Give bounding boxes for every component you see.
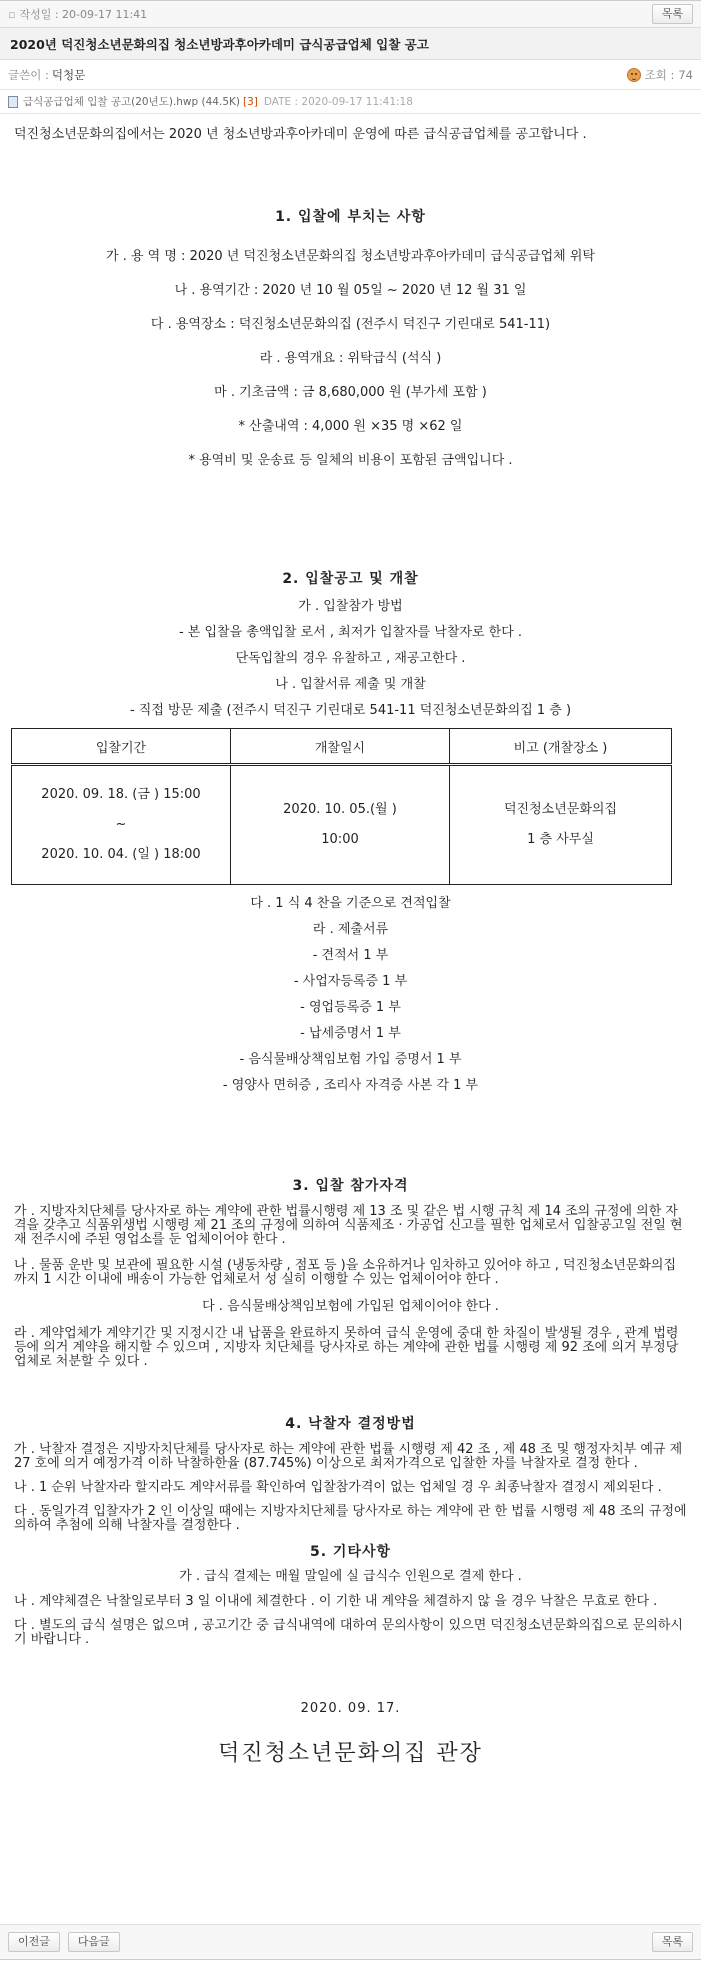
s2-line: - 음식물배상책임보험 가입 증명서 1 부 bbox=[239, 1052, 462, 1067]
signature: 덕진청소년문화의집 관장 bbox=[218, 1741, 483, 1766]
s1-line: 가 . 용 역 명 : 2020 년 덕진청소년문화의집 청소년방과후아카데미 급식공급업체 위탁 bbox=[106, 249, 595, 264]
s5-paragraph: 다 . 별도의 급식 설명은 없으며 , 공고기간 중 급식내역에 대하여 문의사항이 있으면 덕진청소년문화의집으로 문의하시기 바랍니다 . bbox=[14, 1618, 683, 1647]
post-date-text: 작성일 : 20-09-17 11:41 bbox=[19, 8, 148, 21]
s3-paragraph: 나 . 물품 운반 및 보관에 필요한 시설 (냉동차량 , 점포 등 )을 소유하거나 임차하고 있어야 하고 , 덕진청소년문화의집까지 1 시간 이내에 배송이 가능한 업체로서 성 실히 이행할 수 있는 업체이어야 한다 . bbox=[14, 1258, 677, 1287]
s2-line: 라 . 제출서류 bbox=[312, 922, 389, 937]
s3-paragraph: 다 . 음식물배상책임보험에 가입된 업체이어야 한다 . bbox=[202, 1299, 499, 1314]
bid-schedule-table bbox=[11, 728, 672, 885]
bullet-icon: ▫ bbox=[8, 7, 16, 21]
views-value: 74 bbox=[678, 67, 693, 82]
s2-line: - 납세증명서 1 부 bbox=[300, 1026, 401, 1041]
section-4 bbox=[14, 1413, 687, 1533]
post-nav-bar bbox=[0, 1924, 701, 1960]
smiley-icon bbox=[627, 68, 641, 82]
section-2-lines-bottom bbox=[14, 891, 687, 1099]
s4-paragraph: 나 . 1 순위 낙찰자라 할지라도 계약서류를 확인하여 입찰참가격이 없는 업체일 경 우 최종낙찰자 결정시 제외된다 . bbox=[14, 1480, 662, 1495]
s2-line: - 영양사 면허증 , 조리사 자격증 사본 각 1 부 bbox=[222, 1078, 479, 1093]
section-1 bbox=[14, 206, 687, 478]
table-cell-open bbox=[231, 765, 450, 885]
period-end: 2020. 10. 04. (일 ) 18:00 bbox=[41, 847, 201, 862]
s5-paragraph: 가 . 급식 결제는 매월 말일에 실 급식수 인원으로 결제 한다 . bbox=[179, 1569, 522, 1584]
notice-date: 2020. 09. 17. bbox=[300, 1701, 401, 1716]
open-time: 10:00 bbox=[321, 832, 359, 847]
s4-paragraph: 다 . 동일가격 입찰자가 2 인 이상일 때에는 지방자치단체를 당사자로 하는 계약에 관 한 법률 시행령 제 48 조의 규정에 의하여 추첨에 의해 낙찰자를 결정한다 . bbox=[14, 1504, 687, 1533]
s2-line: - 견적서 1 부 bbox=[312, 948, 389, 963]
s2-line: - 사업자등록증 1 부 bbox=[293, 974, 408, 989]
section-2-lines-top bbox=[14, 594, 687, 724]
section-4-heading: 4. 낙찰자 결정방법 bbox=[285, 1416, 416, 1432]
download-count: [3] bbox=[243, 95, 258, 108]
s1-line: * 용역비 및 운송료 등 일체의 비용이 포함된 금액입니다 . bbox=[188, 453, 513, 468]
section-1-heading: 1. 입찰에 부치는 사항 bbox=[275, 209, 426, 225]
table-row bbox=[12, 765, 672, 885]
table-cell-place bbox=[450, 765, 672, 885]
writer-bar bbox=[0, 60, 701, 90]
list-button-top[interactable]: 목록 bbox=[652, 4, 693, 24]
intro-paragraph: 덕진청소년문화의집에서는 2020 년 청소년방과후아카데미 운영에 따른 급식공급업체를 공고합니다 . bbox=[14, 127, 587, 142]
list-button-bottom[interactable]: 목록 bbox=[652, 1932, 693, 1952]
open-date: 2020. 10. 05.(월 ) bbox=[283, 802, 397, 817]
s2-line: 다 . 1 식 4 찬을 기준으로 견적입찰 bbox=[250, 896, 451, 911]
s2-line: 가 . 입찰참가 방법 bbox=[298, 599, 403, 614]
s1-line: 다 . 용역장소 : 덕진청소년문화의집 (전주시 덕진구 기린대로 541-11) bbox=[150, 317, 551, 332]
writer-label: 글쓴이 : bbox=[8, 67, 49, 82]
table-header: 개찰일시 bbox=[231, 729, 450, 765]
s3-paragraph: 라 . 계약업체가 계약기간 및 지정시간 내 납품을 완료하지 못하여 급식 운영에 중대 한 차질이 발생될 경우 , 관계 법령 등에 의거 계약을 해지할 수 있으며 , 지방자 치단체를 당사자로 하는 계약에 관한 법률 시행령 제 92 조에 의거 부정당업체로 처분할 수 있다 . bbox=[14, 1326, 679, 1369]
s2-line: 단독입찰의 경우 유찰하고 , 재공고한다 . bbox=[235, 651, 466, 666]
post-body bbox=[0, 114, 701, 1767]
section-1-lines bbox=[14, 240, 687, 478]
writer-name[interactable]: 덕청문 bbox=[51, 67, 86, 82]
views-label: 조회 : bbox=[644, 67, 675, 82]
post-meta-bar bbox=[0, 0, 701, 28]
section-2-heading: 2. 입찰공고 및 개찰 bbox=[282, 571, 419, 587]
table-header-row bbox=[12, 729, 672, 765]
s1-line: 라 . 용역개요 : 위탁급식 (석식 ) bbox=[259, 351, 442, 366]
section-5-heading: 5. 기타사항 bbox=[309, 1544, 392, 1560]
section-3 bbox=[14, 1175, 687, 1369]
attachment-date: DATE : 2020-09-17 11:41:18 bbox=[263, 95, 413, 108]
s2-line: - 영업등록증 1 부 bbox=[300, 1000, 401, 1015]
period-sep: ~ bbox=[115, 817, 127, 832]
section-3-heading: 3. 입찰 참가자격 bbox=[292, 1178, 409, 1194]
prev-post-button[interactable]: 이전글 bbox=[8, 1932, 60, 1952]
table-header: 비고 (개찰장소 ) bbox=[450, 729, 672, 765]
view-count bbox=[627, 67, 693, 83]
next-post-button[interactable]: 다음글 bbox=[68, 1932, 120, 1952]
post-date bbox=[8, 6, 652, 22]
s2-line: - 직접 방문 제출 (전주시 덕진구 기린대로 541-11 덕진청소년문화의집 1 층 ) bbox=[129, 703, 572, 718]
attachment-link[interactable]: 급식공급업체 입찰 공고(20년도).hwp (44.5K) bbox=[23, 96, 240, 108]
table-header: 입찰기간 bbox=[12, 729, 231, 765]
open-room: 1 층 사무실 bbox=[527, 832, 594, 847]
attachment-row bbox=[0, 90, 701, 114]
s2-line: 나 . 입찰서류 제출 및 개찰 bbox=[275, 677, 426, 692]
s4-paragraph: 가 . 낙찰자 결정은 지방자치단체를 당사자로 하는 계약에 관한 법률 시행령 제 42 조 , 제 48 조 및 행정자치부 예규 제 27 호에 의거 예정가격 이하 낙찰하한율 (87.745%) 이상으로 최저가격으로 입찰한 자를 낙찰자로 결정 한다 . bbox=[14, 1442, 683, 1471]
open-place: 덕진청소년문화의집 bbox=[503, 802, 618, 817]
table-cell-period bbox=[12, 765, 231, 885]
s1-line: * 산출내역 : 4,000 원 ×35 명 ×62 일 bbox=[238, 419, 463, 434]
post-title: 2020년 덕진청소년문화의집 청소년방과후아카데미 급식공급업체 입찰 공고 bbox=[0, 28, 701, 60]
s1-line: 마 . 기초금액 : 금 8,680,000 원 (부가세 포함 ) bbox=[214, 385, 487, 400]
s2-line: - 본 입찰을 총액입찰 로서 , 최저가 입찰자를 낙찰자로 한다 . bbox=[178, 625, 523, 640]
section-2 bbox=[14, 568, 687, 1099]
period-start: 2020. 09. 18. (금 ) 15:00 bbox=[41, 787, 201, 802]
s1-line: 나 . 용역기간 : 2020 년 10 월 05일 ~ 2020 년 12 월 31 일 bbox=[174, 283, 527, 298]
section-5 bbox=[14, 1541, 687, 1647]
file-icon bbox=[8, 96, 18, 108]
s5-paragraph: 나 . 계약체결은 낙찰일로부터 3 일 이내에 체결한다 . 이 기한 내 계약을 체결하지 않 을 경우 낙찰은 무효로 한다 . bbox=[14, 1594, 658, 1609]
s3-paragraph: 가 . 지방자치단체를 당사자로 하는 계약에 관한 법률시행령 제 13 조 및 같은 법 시행 규칙 제 14 조의 규정에 의한 자격을 갖추고 식품위생법 시행령 제 21 조의 규정에 의하여 식품제조 · 가공업 신고를 필한 업체로서 입찰공고일 전일 현재 전주시에 주된 영업소를 둔 업체이어야 한다 . bbox=[14, 1204, 683, 1247]
